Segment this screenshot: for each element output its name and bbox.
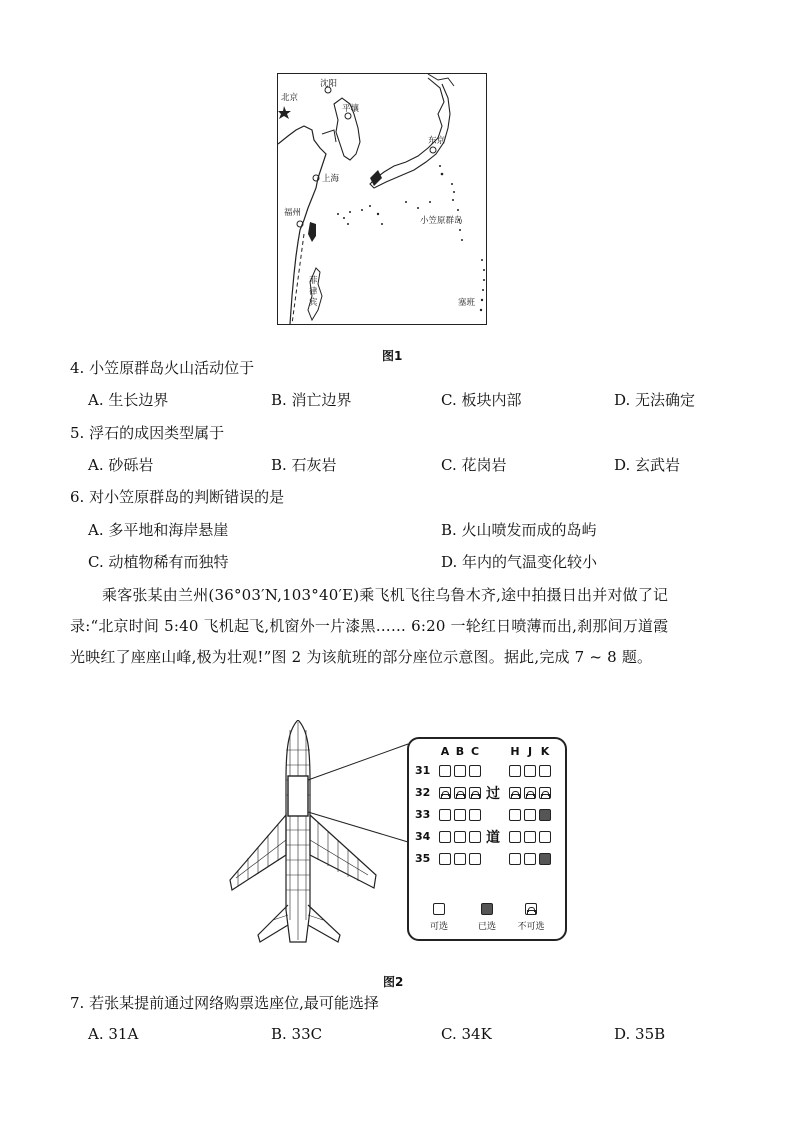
legend-unavailable-label: 不可选 — [517, 922, 545, 932]
seat-31b[interactable] — [454, 765, 466, 777]
map-label-pyongyang: 平壤 — [342, 104, 360, 114]
seat-34b[interactable] — [454, 831, 466, 843]
column-header-j: J — [527, 745, 533, 758]
seat-35h[interactable] — [509, 853, 521, 865]
legend-selected-icon — [481, 903, 493, 915]
column-header-b: B — [455, 745, 465, 758]
seat-32j — [524, 787, 536, 799]
map-label-tokyo: 东京 — [428, 136, 446, 146]
seat-32a — [439, 787, 451, 799]
seat-34a[interactable] — [439, 831, 451, 843]
seat-35k — [539, 853, 551, 865]
seat-31k[interactable] — [539, 765, 551, 777]
seat-33j[interactable] — [524, 809, 536, 821]
seat-33h[interactable] — [509, 809, 521, 821]
seat-35c[interactable] — [469, 853, 481, 865]
column-header-h: H — [510, 745, 520, 758]
q7-option-a[interactable]: A. 31A — [88, 1025, 139, 1043]
seat-35a[interactable] — [439, 853, 451, 865]
figure1-map — [277, 73, 487, 325]
legend-unavailable-icon — [525, 903, 537, 915]
map-label-beijing: 北京 — [281, 93, 299, 103]
row-number-35: 35 — [415, 852, 431, 865]
q7-stem: 7. 若张某提前通过网络购票选座位,最可能选择 — [70, 994, 379, 1012]
seat-33a[interactable] — [439, 809, 451, 821]
q5-option-c[interactable]: C. 花岗岩 — [441, 456, 507, 474]
row-number-33: 33 — [415, 808, 431, 821]
seat-34j[interactable] — [524, 831, 536, 843]
seat-map-panel — [407, 737, 567, 941]
seat-33b[interactable] — [454, 809, 466, 821]
seat-35b[interactable] — [454, 853, 466, 865]
figure2-caption: 图2 — [383, 975, 404, 989]
q7-option-d[interactable]: D. 35B — [614, 1025, 666, 1043]
q4-option-a[interactable]: A. 生长边界 — [88, 391, 169, 409]
map-label-fuzhou: 福州 — [284, 208, 302, 218]
seat-33c[interactable] — [469, 809, 481, 821]
seat-34k[interactable] — [539, 831, 551, 843]
seat-31j[interactable] — [524, 765, 536, 777]
seat-legend — [409, 895, 565, 935]
q5-option-a[interactable]: A. 砂砾岩 — [88, 456, 154, 474]
map-label-shenyang: 沈阳 — [320, 79, 338, 89]
passage — [70, 580, 730, 673]
seat-32b — [454, 787, 466, 799]
q6-stem: 6. 对小笠原群岛的判断错误的是 — [70, 488, 285, 506]
seat-32k — [539, 787, 551, 799]
q5-option-d[interactable]: D. 玄武岩 — [614, 456, 681, 474]
map-label-philippines: 菲律宾 — [309, 276, 318, 308]
aisle-label-2: 道 — [486, 830, 500, 846]
airplane-drawing — [228, 720, 431, 945]
seat-34h[interactable] — [509, 831, 521, 843]
q6-option-d[interactable]: D. 年内的气温变化较小 — [441, 553, 598, 571]
aisle-label-1: 过 — [486, 786, 500, 802]
passage-line-1: 乘客张某由兰州(36°03′N,103°40′E)乘飞机飞往乌鲁木齐,途中拍摄日出并对做了记 — [102, 586, 669, 604]
map-label-saipan: 塞班 — [458, 298, 476, 308]
seat-31c[interactable] — [469, 765, 481, 777]
seat-32h — [509, 787, 521, 799]
q4-option-b[interactable]: B. 消亡边界 — [271, 391, 352, 409]
passage-line-3: 光映红了座座山峰,极为壮观!”图 2 为该航班的部分座位示意图。据此,完成 7 ~ 8 题。 — [70, 648, 653, 666]
map-label-shanghai: 上海 — [322, 174, 340, 184]
seat-33k — [539, 809, 551, 821]
row-number-34: 34 — [415, 830, 431, 843]
seat-35j[interactable] — [524, 853, 536, 865]
column-header-k: K — [540, 745, 550, 758]
q5-stem: 5. 浮石的成因类型属于 — [70, 424, 225, 442]
passage-line-2: 录:“北京时间 5:40 飞机起飞,机窗外一片漆黑…… 6:20 一轮红日喷薄而出,刹那间万道霞 — [70, 617, 669, 635]
q6-option-c[interactable]: C. 动植物稀有而独特 — [88, 553, 229, 571]
row-number-32: 32 — [415, 786, 431, 799]
column-header-c: C — [470, 745, 480, 758]
q6-option-b[interactable]: B. 火山喷发而成的岛屿 — [441, 521, 597, 539]
map-label-ogasawara: 小笠原群岛 — [420, 216, 463, 226]
legend-available-icon — [433, 903, 445, 915]
q7-option-c[interactable]: C. 34K — [441, 1025, 492, 1043]
seat-34c[interactable] — [469, 831, 481, 843]
q4-stem: 4. 小笠原群岛火山活动位于 — [70, 359, 255, 377]
legend-selected-label: 已选 — [477, 922, 496, 932]
row-number-31: 31 — [415, 764, 431, 777]
q6-option-a[interactable]: A. 多平地和海岸悬崖 — [88, 521, 229, 539]
seat-32c — [469, 787, 481, 799]
seat-31a[interactable] — [439, 765, 451, 777]
q4-option-c[interactable]: C. 板块内部 — [441, 391, 522, 409]
q7-option-b[interactable]: B. 33C — [271, 1025, 323, 1043]
q5-option-b[interactable]: B. 石灰岩 — [271, 456, 337, 474]
q4-option-d[interactable]: D. 无法确定 — [614, 391, 696, 409]
legend-available-label: 可选 — [429, 922, 448, 932]
figure1-caption: 图1 — [382, 349, 403, 363]
column-header-a: A — [440, 745, 450, 758]
seat-31h[interactable] — [509, 765, 521, 777]
